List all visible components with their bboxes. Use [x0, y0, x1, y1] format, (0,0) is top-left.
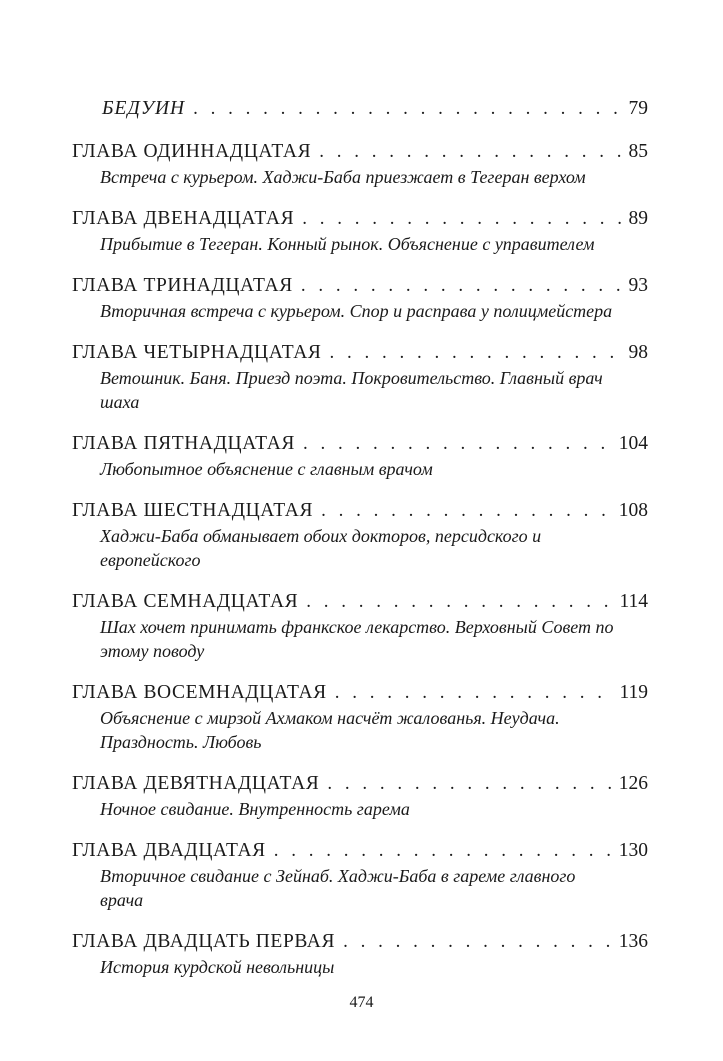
toc-page-number: 108: [618, 500, 648, 521]
dot-leader: [319, 139, 624, 165]
toc-entry-title: ГЛАВА ДВАДЦАТАЯ: [72, 840, 266, 861]
toc-page-number: 89: [628, 208, 648, 229]
toc-entry: [72, 498, 648, 572]
toc-entry-title: ГЛАВА ПЯТНАДЦАТАЯ: [72, 433, 295, 454]
toc-entry-title: ГЛАВА ДВАДЦАТЬ ПЕРВАЯ: [72, 931, 336, 952]
toc-entry-description: Встреча с курьером. Хаджи-Баба приезжает в Тегеран верхом: [100, 167, 586, 187]
toc-entry-title: ГЛАВА ШЕСТНАДЦАТАЯ: [72, 500, 314, 521]
toc-entry-description: История курдской невольницы: [100, 957, 335, 977]
toc-entry: [72, 273, 648, 323]
toc-heading-line: [72, 206, 648, 232]
dot-leader: [301, 273, 625, 299]
dot-leader: [274, 838, 615, 864]
toc-entry: [72, 929, 648, 979]
toc-entry: [72, 431, 648, 481]
toc-entry-description: Объяснение с мирзой Ахмаком насчёт жалованья. Неудача. Праздность. Любовь: [100, 708, 560, 752]
toc-entry-description: Вторичное свидание с Зейнаб. Хаджи-Баба в гареме главного врача: [100, 866, 576, 910]
toc-page-number: 79: [628, 98, 648, 119]
toc-heading-line: [72, 929, 648, 955]
dot-leader: [343, 929, 615, 955]
dot-leader: [302, 206, 624, 232]
toc-heading-line: [72, 838, 648, 864]
toc-entry-description: Ветошник. Баня. Приезд поэта. Покровительство. Главный врач шаха: [100, 368, 603, 412]
dot-leader: [321, 498, 615, 524]
toc-entry: [72, 340, 648, 414]
toc-heading-line: [72, 680, 648, 706]
toc-entry: [72, 589, 648, 663]
toc-page-number: 130: [618, 840, 648, 861]
toc-entry-description: Любопытное объяснение с главным врачом: [100, 459, 433, 479]
toc-entry: [72, 680, 648, 754]
toc-page-number: 114: [619, 591, 648, 612]
toc-entry-title: ГЛАВА СЕМНАДЦАТАЯ: [72, 591, 299, 612]
toc-page-number: 119: [619, 682, 648, 703]
toc-heading-line: [72, 340, 648, 366]
toc-entry-description: Ночное свидание. Внутренность гарема: [100, 799, 410, 819]
dot-leader: [327, 771, 614, 797]
dot-leader: [306, 589, 615, 615]
toc-entry-title: ГЛАВА ДЕВЯТНАДЦАТАЯ: [72, 773, 320, 794]
toc-page-number: 126: [618, 773, 648, 794]
toc-entry-title: ГЛАВА ДВЕНАДЦАТАЯ: [72, 208, 295, 229]
toc-entry-description: Хаджи-Баба обманывает обоих докторов, персидского и европейского: [100, 526, 542, 570]
page-number: 474: [349, 994, 374, 1011]
toc-entry-title: ГЛАВА ОДИННАДЦАТАЯ: [72, 141, 312, 162]
toc-page-number: 136: [618, 931, 648, 952]
toc-heading-line: [72, 96, 648, 122]
toc-heading-line: [72, 431, 648, 457]
toc-heading-line: [72, 273, 648, 299]
toc-entry-title: ГЛАВА ЧЕТЫРНАДЦАТАЯ: [72, 342, 322, 363]
toc-page-number: 93: [628, 275, 648, 296]
table-of-contents: [72, 96, 648, 996]
toc-heading-line: [72, 589, 648, 615]
dot-leader: [303, 431, 615, 457]
dot-leader: [193, 96, 624, 122]
toc-heading-line: [72, 771, 648, 797]
toc-heading-line: [72, 139, 648, 165]
toc-entry: [72, 139, 648, 189]
dot-leader: [335, 680, 616, 706]
toc-entry: [72, 96, 648, 122]
toc-entry: [72, 206, 648, 256]
toc-entry-title: ГЛАВА ВОСЕМНАДЦАТАЯ: [72, 682, 327, 703]
toc-entry-title: БЕДУИН: [102, 98, 186, 119]
toc-entry: [72, 838, 648, 912]
toc-page-number: 104: [618, 433, 648, 454]
toc-entry-description: Шах хочет принимать франкское лекарство. Верховный Совет по этому поводу: [100, 617, 614, 661]
toc-heading-line: [72, 498, 648, 524]
toc-page-number: 98: [628, 342, 648, 363]
toc-entry: [72, 771, 648, 821]
toc-page-number: 85: [628, 141, 648, 162]
toc-entry-description: Прибытие в Тегеран. Конный рынок. Объяснение с управителем: [100, 234, 595, 254]
toc-entry-description: Вторичная встреча с курьером. Спор и расправа у полицмейстера: [100, 301, 613, 321]
dot-leader: [330, 340, 625, 366]
toc-entry-title: ГЛАВА ТРИНАДЦАТАЯ: [72, 275, 293, 296]
